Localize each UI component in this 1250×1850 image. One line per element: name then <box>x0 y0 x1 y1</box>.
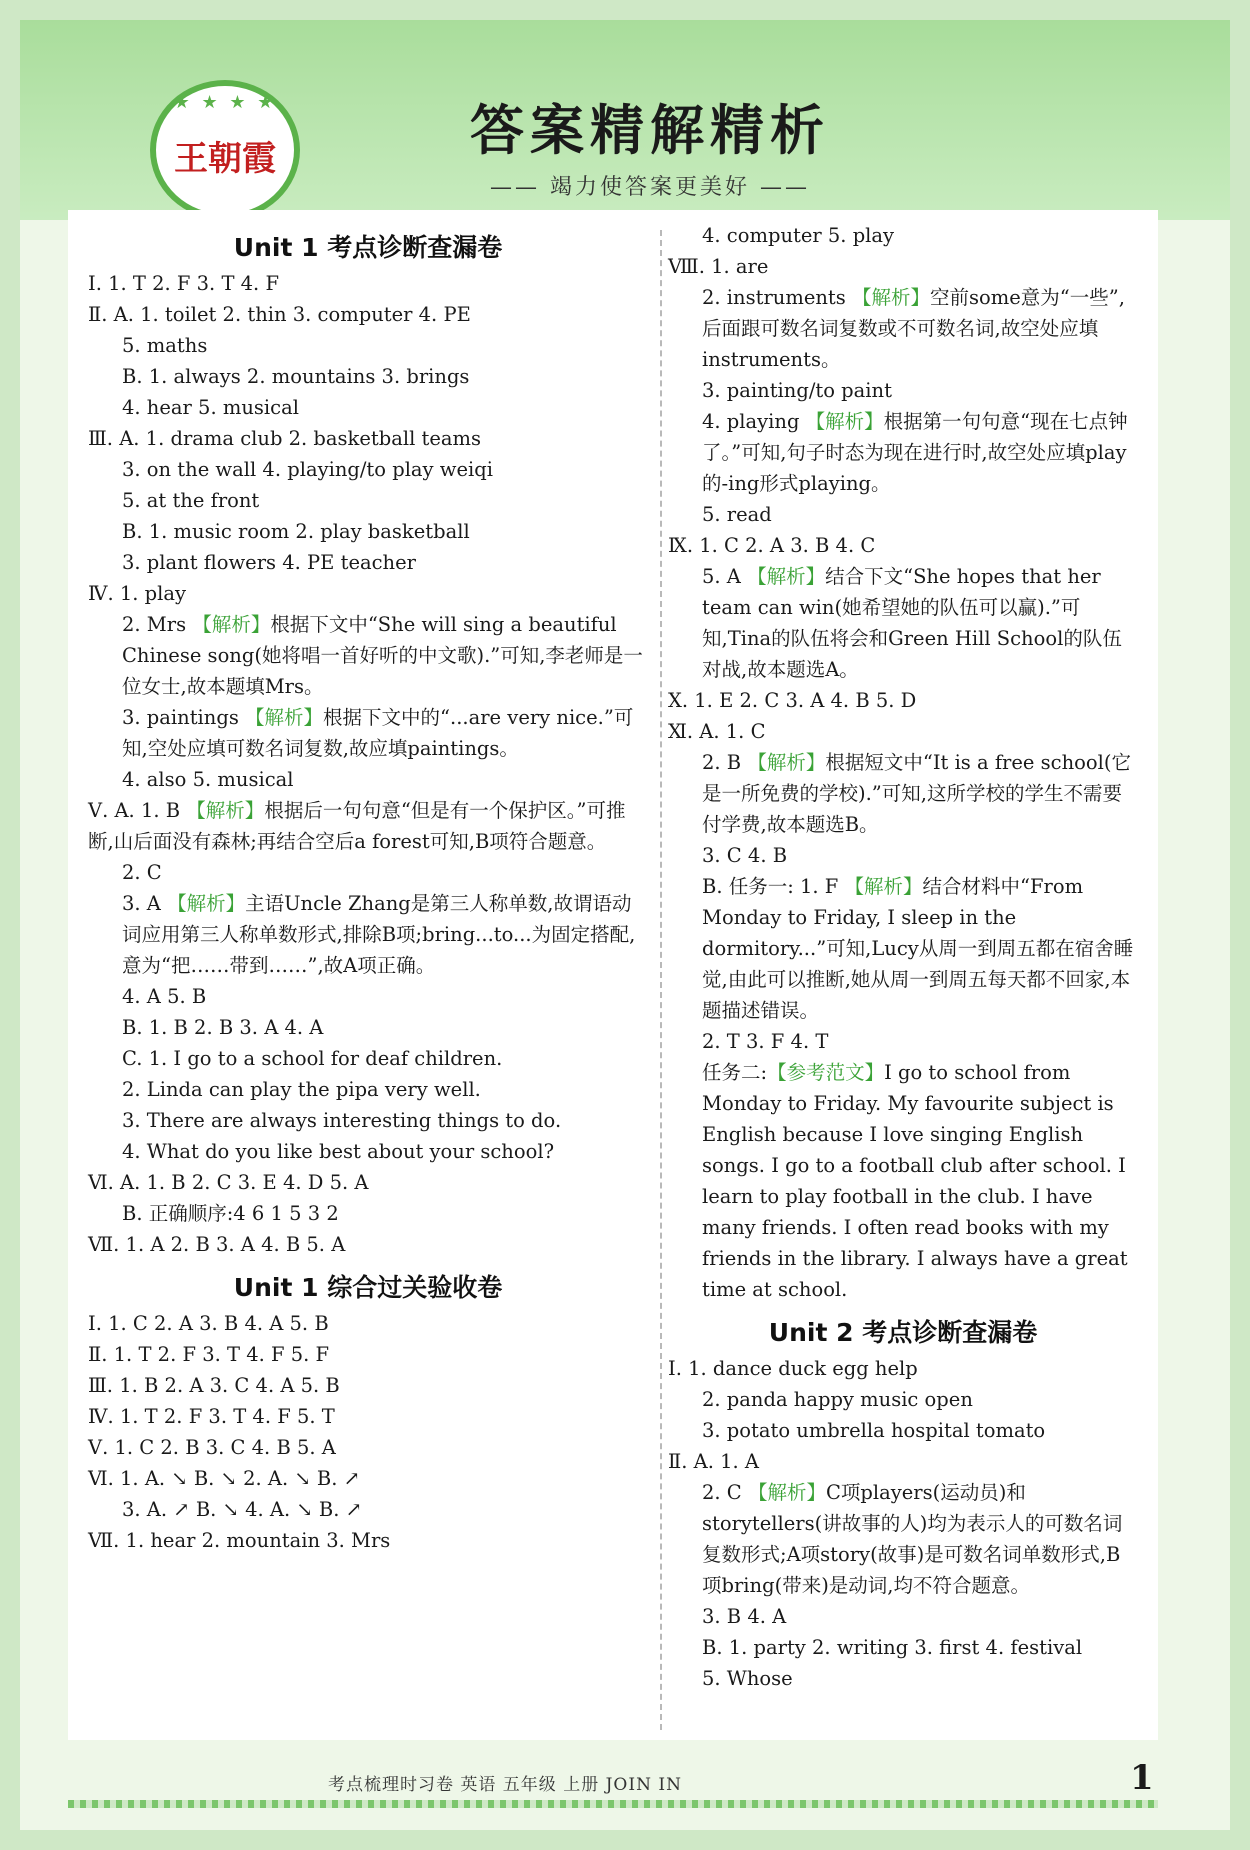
answer-line: Ⅰ. 1. C 2. A 3. B 4. A 5. B <box>88 1312 329 1335</box>
left-column <box>88 220 648 1556</box>
analysis-tag: 【参考范文】 <box>767 1061 885 1084</box>
section-title: Unit 1 考点诊断查漏卷 <box>233 233 503 262</box>
answer-explanation <box>668 406 1138 499</box>
answer-line: 5. maths <box>122 334 208 357</box>
analysis-text: 空前some意为“一些”,后面跟可数名词复数或不可数名词,故空处应填instruments。 <box>702 286 1125 371</box>
answer-key: 2. C <box>702 1481 748 1504</box>
answer-line: 5. read <box>702 503 772 526</box>
answer-line: B. 1. party 2. writing 3. first 4. festival <box>702 1636 1083 1659</box>
answer-line: B. 1. always 2. mountains 3. brings <box>122 365 470 388</box>
analysis-text: 根据第一句句意“现在七点钟了。”可知,句子时态为现在进行时,故空处应填play的-ing形式playing。 <box>702 410 1128 495</box>
page-subtitle: —— 竭力使答案更美好 —— <box>490 175 810 200</box>
answer-line: Ⅶ. 1. hear 2. mountain 3. Mrs <box>88 1529 391 1552</box>
answer-key: 2. B <box>702 751 748 774</box>
answer-explanation <box>88 609 648 702</box>
analysis-text: 根据下文中“She will sing a beautiful Chinese song(她将唱一首好听的中文歌).”可知,李老师是一位女士,故本题填Mrs。 <box>122 613 643 698</box>
answer-line: Ⅷ. 1. are <box>668 255 769 278</box>
answer-line: B. 正确顺序:4 6 1 5 3 2 <box>122 1202 339 1225</box>
page-title: 答案精解精析 <box>470 99 830 162</box>
analysis-tag: 【解析】 <box>192 613 271 636</box>
answer-explanation <box>88 795 648 857</box>
logo-stars: ★ ★ ★ ★ <box>173 92 277 113</box>
logo-name: 王朝霞 <box>174 139 276 179</box>
answer-line: Ⅶ. 1. A 2. B 3. A 4. B 5. A <box>88 1233 346 1256</box>
answer-line: Ⅳ. 1. play <box>88 582 187 605</box>
answer-key: B. 任务一: 1. F <box>702 875 845 898</box>
answer-explanation <box>88 702 648 764</box>
answer-line: Ⅰ. 1. T 2. F 3. T 4. F <box>88 272 279 295</box>
answer-key: 2. instruments <box>702 286 852 309</box>
answer-key: 3. paintings <box>122 706 246 729</box>
analysis-tag: 【解析】 <box>747 565 826 588</box>
answer-content <box>68 210 1158 1740</box>
answer-line: 4. What do you like best about your school? <box>122 1140 555 1163</box>
answer-key: 4. playing <box>702 410 806 433</box>
answer-line: Ⅺ. A. 1. C <box>668 720 766 743</box>
answer-line: 2. panda happy music open <box>702 1388 973 1411</box>
page-header <box>20 20 1230 220</box>
brand-logo <box>150 80 300 220</box>
answer-line: 3. potato umbrella hospital tomato <box>702 1419 1046 1442</box>
answer-key: 3. A <box>122 892 168 915</box>
page-number: 1 <box>1130 1758 1154 1798</box>
answer-line: 2. Linda can play the pipa very well. <box>122 1078 481 1101</box>
analysis-text: 结合材料中“From Monday to Friday, I sleep in the dormitory...”可知,Lucy从周一到周五都在宿舍睡觉,由此可以推断,她从周一到周五每天都不回家,本题描述错误。 <box>702 875 1134 1022</box>
analysis-tag: 【解析】 <box>167 892 246 915</box>
answer-line: Ⅲ. 1. B 2. A 3. C 4. A 5. B <box>88 1374 340 1397</box>
answer-explanation <box>668 282 1138 375</box>
answer-line: Ⅸ. 1. C 2. A 3. B 4. C <box>668 534 876 557</box>
answer-key: 任务二: <box>702 1061 768 1084</box>
answer-line: Ⅱ. A. 1. A <box>668 1450 760 1473</box>
answer-line: Ⅹ. 1. E 2. C 3. A 4. B 5. D <box>668 689 917 712</box>
answer-key: 2. Mrs <box>122 613 193 636</box>
analysis-text: 根据后一句句意“但是有一个保护区。”可推断,山后面没有森林;再结合空后a forest可知,B项符合题意。 <box>88 799 626 853</box>
analysis-tag: 【解析】 <box>844 875 923 898</box>
column-divider <box>660 230 662 1730</box>
answer-line: Ⅲ. A. 1. drama club 2. basketball teams <box>88 427 482 450</box>
analysis-text: C项players(运动员)和storytellers(讲故事的人)均为表示人的可数名词复数形式;A项story(故事)是可数名词单数形式,B项bring(带来)是动词,均不符合题意。 <box>702 1481 1123 1597</box>
answer-line: Ⅴ. 1. C 2. B 3. C 4. B 5. A <box>88 1436 336 1459</box>
answer-explanation <box>668 1057 1138 1305</box>
answer-line: 4. computer 5. play <box>702 224 895 247</box>
answer-line: 2. T 3. F 4. T <box>702 1030 829 1053</box>
footer-book-info: 考点梳理时习卷 英语 五年级 上册 JOIN IN <box>328 1775 682 1795</box>
right-column <box>668 220 1138 1694</box>
answer-line: Ⅳ. 1. T 2. F 3. T 4. F 5. T <box>88 1405 335 1428</box>
answer-line: Ⅵ. A. 1. B 2. C 3. E 4. D 5. A <box>88 1171 369 1194</box>
answer-line: Ⅰ. 1. dance duck egg help <box>668 1357 918 1380</box>
section-title: Unit 2 考点诊断查漏卷 <box>768 1318 1038 1347</box>
answer-line: 5. Whose <box>702 1667 793 1690</box>
footer-decoration <box>68 1800 1158 1808</box>
answer-explanation <box>668 561 1138 685</box>
answer-explanation <box>668 871 1138 1026</box>
analysis-text: I go to school from Monday to Friday. My favourite subject is English because I love singing English songs. I go to a football club after school. I learn to play football in the club. I have many friends. I often read books with my friends in the library. I always have a great time at school. <box>702 1061 1128 1301</box>
answer-line: 3. plant flowers 4. PE teacher <box>122 551 416 574</box>
answer-line: 2. C <box>122 861 162 884</box>
analysis-tag: 【解析】 <box>747 751 826 774</box>
analysis-text: 根据下文中的“...are very nice.”可知,空处应填可数名词复数,故应填paintings。 <box>122 706 634 760</box>
analysis-tag: 【解析】 <box>245 706 324 729</box>
answer-line: Ⅱ. A. 1. toilet 2. thin 3. computer 4. PE <box>88 303 471 326</box>
answer-key: 5. A <box>702 565 748 588</box>
analysis-text: 主语Uncle Zhang是第三人称单数,故谓语动词应用第三人称单数形式,排除B项;bring...to...为固定搭配,意为“把……带到……”,故A项正确。 <box>122 892 636 977</box>
answer-line: 3. painting/to paint <box>702 379 892 402</box>
answer-line: Ⅵ. 1. A. ↘ B. ↘ 2. A. ↘ B. ↗ <box>88 1467 360 1490</box>
analysis-tag: 【解析】 <box>805 410 884 433</box>
analysis-tag: 【解析】 <box>747 1481 826 1504</box>
analysis-tag: 【解析】 <box>186 799 265 822</box>
answer-line: C. 1. I go to a school for deaf children. <box>122 1047 503 1070</box>
answer-line: B. 1. B 2. B 3. A 4. A <box>122 1016 324 1039</box>
answer-line: Ⅱ. 1. T 2. F 3. T 4. F 5. F <box>88 1343 330 1366</box>
answer-line: 4. also 5. musical <box>122 768 294 791</box>
analysis-text: 根据短文中“It is a free school(它是一所免费的学校).”可知,这所学校的学生不需要付学费,故本题选B。 <box>702 751 1131 836</box>
answer-explanation <box>668 1477 1138 1601</box>
answer-line: B. 1. music room 2. play basketball <box>122 520 470 543</box>
answer-line: 3. A. ↗ B. ↘ 4. A. ↘ B. ↗ <box>122 1498 362 1521</box>
analysis-tag: 【解析】 <box>851 286 930 309</box>
answer-line: 3. B 4. A <box>702 1605 787 1628</box>
answer-explanation <box>668 747 1138 840</box>
answer-line: 4. A 5. B <box>122 985 207 1008</box>
answer-line: 3. There are always interesting things to do. <box>122 1109 562 1132</box>
answer-line: 3. on the wall 4. playing/to play weiqi <box>122 458 493 481</box>
answer-explanation <box>88 888 648 981</box>
analysis-text: 结合下文“She hopes that her team can win(她希望她的队伍可以赢).”可知,Tina的队伍将会和Green Hill School的队伍对战,故本题选A。 <box>702 565 1122 681</box>
section-title: Unit 1 综合过关验收卷 <box>233 1273 503 1302</box>
answer-key: Ⅴ. A. 1. B <box>88 799 187 822</box>
answer-line: 4. hear 5. musical <box>122 396 299 419</box>
answer-line: 3. C 4. B <box>702 844 788 867</box>
answer-line: 5. at the front <box>122 489 260 512</box>
